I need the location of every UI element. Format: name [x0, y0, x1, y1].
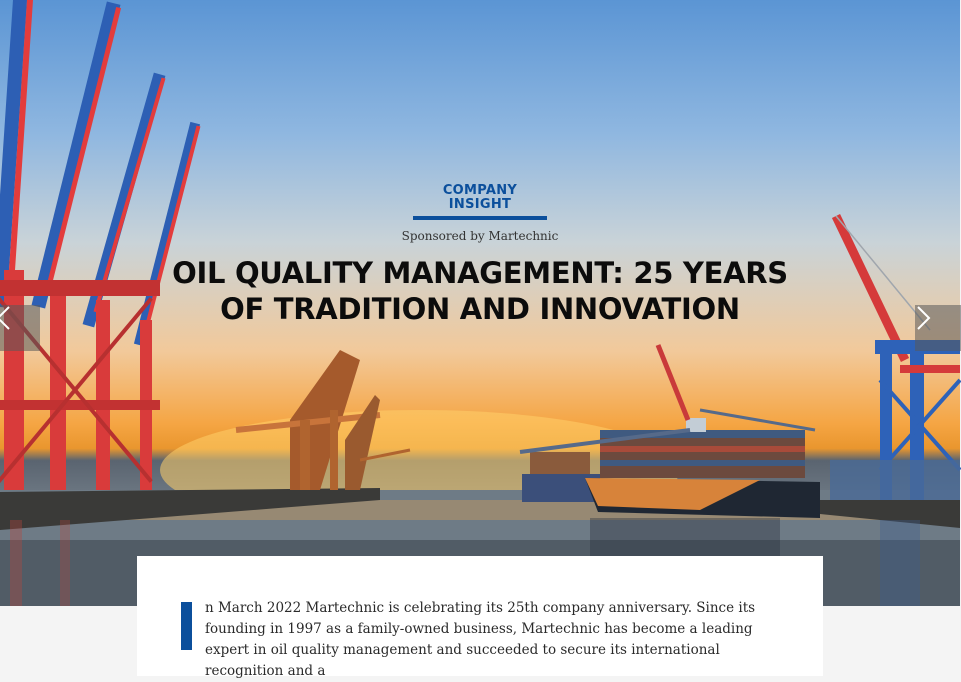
dropcap-bar: [181, 602, 192, 650]
chevron-right-icon: [915, 305, 933, 331]
page-title: OIL QUALITY MANAGEMENT: 25 YEARS OF TRADITION AND INNOVATION: [172, 256, 788, 326]
kicker-underline: [413, 216, 547, 220]
carousel-prev-button[interactable]: [0, 305, 40, 351]
article-card: [137, 556, 823, 679]
carousel-next-button[interactable]: [915, 305, 961, 351]
hero-header: [0, 184, 960, 327]
sponsor-label: Sponsored by Martechnic: [401, 229, 559, 243]
chevron-left-icon: [0, 305, 12, 331]
category-kicker[interactable]: COMPANY INSIGHT: [442, 183, 518, 212]
article-intro: n March 2022 Martechnic is celebrating its 25th company anniversary. Since its founding in 1997 as a family-owned business, Martechnic has become a leading expert in oil quality management and succeeded to secure its international recognition and a: [205, 600, 756, 679]
